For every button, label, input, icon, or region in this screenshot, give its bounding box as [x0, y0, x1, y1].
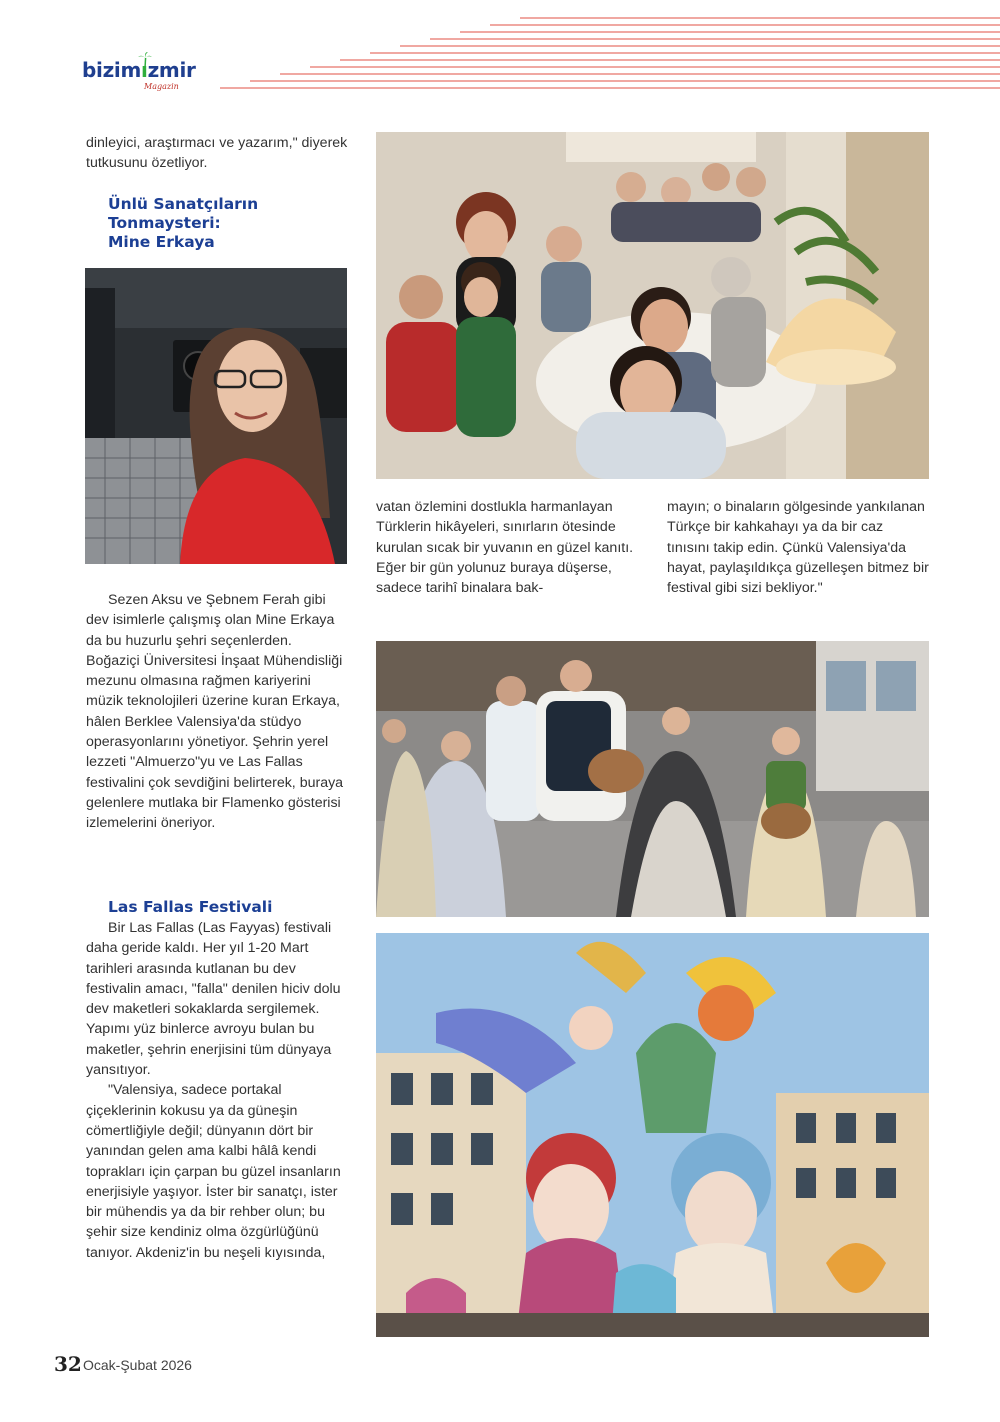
group-dinner-photo — [376, 132, 929, 479]
section1-paragraph: Sezen Aksu ve Şebnem Ferah gibi dev isimlerle çalışmış olan Mine Erkaya da bu huzurlu şehri seçenlerden. Boğaziçi Üniversitesi İnşaat Mühendisliği mezunu olmasına rağmen kariyerini müzik teknolojileri üzerine kuran Erkaya, hâlen Berklee Valensiya'da stüdyo operasyonlarını yönetiyor. Şehrin yerel lezzeti "Almuerzo"yu ve Las Fallas festivalini çok sevdiğini belirterek, buraya gelenlere mutlaka bir Flamenko gösterisi izlemelerini öneriyor. — [86, 592, 344, 832]
falla-sculpture-photo — [376, 933, 929, 1337]
page-number: 32 — [54, 1352, 82, 1376]
section2-body — [86, 918, 348, 1263]
festival-parade-photo — [376, 641, 929, 917]
section2-paragraph1: Bir Las Fallas (Las Fayyas) festivali daha geride kaldı. Her yıl 1-20 Mart tarihleri arasında kutlanan bu dev festivalin amacı, "falla" denilen hiciv dolu dev maketleri sokaklarda sergilemek. Yapımı yüz binlerce avroyu bulan bu maketler, şehrin enerjisini tüm dünyaya yansıtıyor. — [86, 920, 341, 1079]
right-text: mayın; o binaların gölgesinde yankılanan Türkçe bir kahkahayı ya da bir caz tınısını takip edin. Çünkü Valensiya'da hayat, paylaşıldıkça güzelleşen bitmez bir festival gibi sizi bekliyor." — [667, 499, 929, 597]
logo-text-left: bizim — [82, 58, 142, 82]
portrait-photo — [85, 268, 347, 564]
section1-title-line2: Tonmaysteri: — [108, 214, 221, 232]
middle-text-block — [376, 497, 638, 598]
section2-heading — [108, 898, 348, 917]
magazine-logo: bizimızmir Magazin — [82, 58, 212, 98]
section2-paragraph2: "Valensiya, sadece portakal çiçeklerinin kokusu ya da güneşin cömertliğiyle değil; dünyanın dört bir yanından gelen ama kalbi hâlâ kendi toprakları için çarpan bu güzel insanların enerjisiyle yaşıyor. İster bir sanatçı, ister bir mühendis ya da bir rehber olun; bu şehir size kendiniz olma özgürlüğünü tanıyor. Akdeniz'in bu neşeli kıyısında, — [86, 1082, 341, 1261]
palm-tree-icon — [138, 52, 152, 68]
issue-date: Ocak-Şubat 2026 — [83, 1357, 192, 1373]
logo-text-right: zmir — [147, 58, 196, 82]
section1-body — [86, 590, 348, 834]
section1-heading — [108, 195, 348, 252]
intro-text: dinleyici, araştırmacı ve yazarım," diyerek tutkusunu özetliyor. — [86, 135, 348, 172]
section2-title: Las Fallas Festivali — [108, 898, 273, 916]
right-text-block — [667, 497, 929, 598]
logo-subtitle: Magazin — [144, 82, 179, 91]
section1-title-line3: Mine Erkaya — [108, 233, 215, 251]
intro-text-block — [86, 133, 348, 174]
section1-title-line1: Ünlü Sanatçıların — [108, 195, 259, 213]
middle-text: vatan özlemini dostlukla harmanlayan Türklerin hikâyeleri, sınırların ötesinde kurulan sıcak bir yuvanın en güzel kanıtı. Eğer bir gün yolunuz buraya düşerse, sadece tarihî binalara bak- — [376, 499, 634, 597]
